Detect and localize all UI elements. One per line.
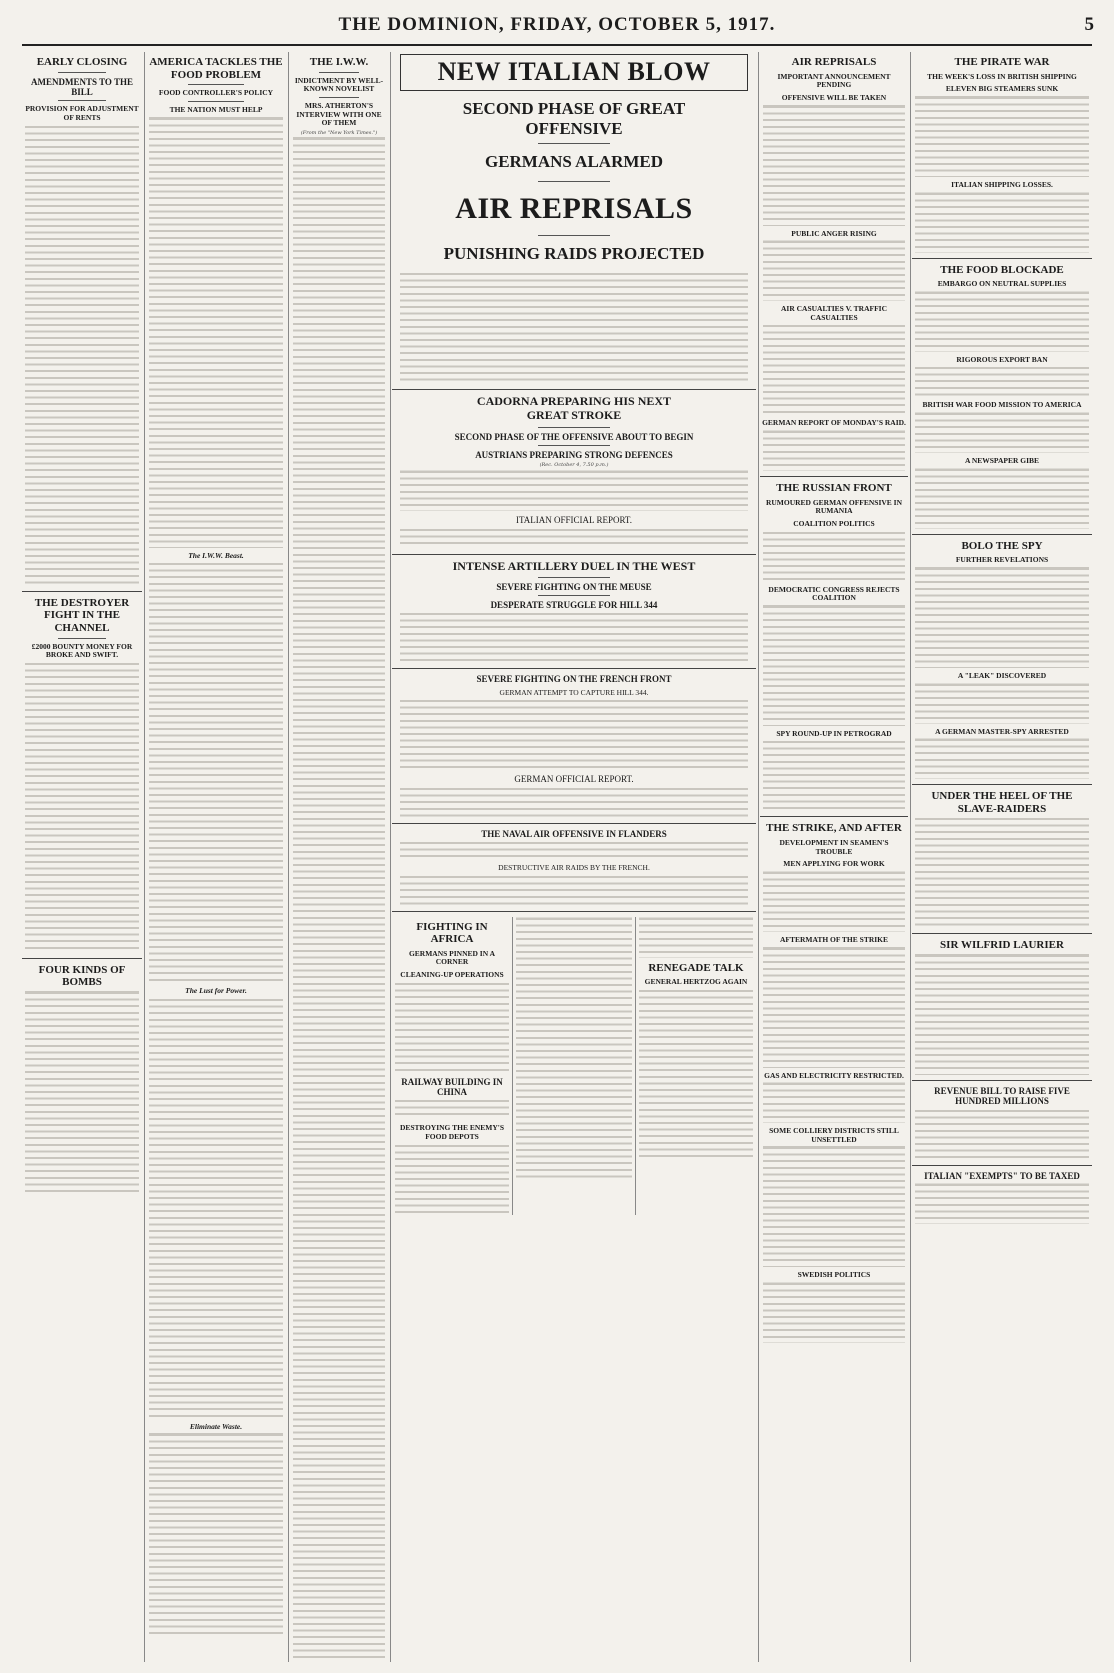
subhead-food-controller: FOOD CONTROLLER'S POLICY xyxy=(158,88,274,98)
column-5 xyxy=(760,52,908,1662)
headline-naval-air: THE NAVAL AIR OFFENSIVE IN FLANDERS xyxy=(481,828,667,839)
subhead-spy-roundup: SPY ROUND-UP IN PETROGRAD xyxy=(776,728,892,738)
subhead-austrians-preparing: AUSTRIANS PREPARING STRONG DEFENCES xyxy=(475,450,673,461)
headline-new-italian-blow: NEW ITALIAN BLOW xyxy=(400,54,748,91)
newspaper-title: THE DOMINION, FRIDAY, OCTOBER 5, 1917. xyxy=(338,14,776,35)
subhead-indictment: INDICTMENT BY WELL-KNOWN NOVELIST xyxy=(294,75,384,94)
page-number: 5 xyxy=(1084,14,1094,35)
subhead-gas-electricity: GAS AND ELECTRICITY RESTRICTED. xyxy=(764,1070,904,1080)
subhead-eleven-steamers: ELEVEN BIG STEAMERS SUNK xyxy=(945,84,1059,94)
headline-artillery-duel: INTENSE ARTILLERY DUEL IN THE WEST xyxy=(452,558,696,573)
subhead-iww-beast: The I.W.W. Beast. xyxy=(188,550,244,560)
headline-food-blockade: THE FOOD BLOCKADE xyxy=(940,263,1064,276)
column-divider xyxy=(390,52,391,1662)
headline-french-front: SEVERE FIGHTING ON THE FRENCH FRONT xyxy=(476,674,672,685)
subhead-offensive-taken: OFFENSIVE WILL BE TAKEN xyxy=(781,92,887,102)
subhead-monday-raid: GERMAN REPORT OF MONDAY'S RAID. xyxy=(762,418,906,428)
subhead-hill-344: DESPERATE STRUGGLE FOR HILL 344 xyxy=(490,599,658,610)
headline-iww: THE I.W.W. xyxy=(309,56,369,68)
column-divider xyxy=(758,52,759,1662)
subhead-food-mission: BRITISH WAR FOOD MISSION TO AMERICA xyxy=(922,400,1082,410)
subhead-punishing-raids: PUNISHING RAIDS PROJECTED xyxy=(443,243,705,263)
subhead-leak: A "LEAK" DISCOVERED xyxy=(957,670,1047,680)
subhead-atherton: MRS. ATHERTON'S INTERVIEW WITH ONE OF THEM xyxy=(296,100,382,128)
subhead-weeks-loss: THE WEEK'S LOSS IN BRITISH SHIPPING xyxy=(927,71,1077,81)
subhead-capture-hill: GERMAN ATTEMPT TO CAPTURE HILL 344. xyxy=(499,687,649,697)
subhead-swedish-politics: SWEDISH POLITICS xyxy=(797,1270,871,1280)
column-2 xyxy=(146,52,286,1662)
subhead-eliminate-waste: Eliminate Waste. xyxy=(189,1421,243,1431)
subhead-nation-must-help: THE NATION MUST HELP xyxy=(169,104,263,114)
headline-laurier: SIR WILFRID LAURIER xyxy=(940,939,1064,952)
headline-revenue-bill: REVENUE BILL TO RAISE FIVE HUNDRED MILLIONS xyxy=(934,1086,1070,1107)
headline-french-raids: DESTRUCTIVE AIR RAIDS BY THE FRENCH. xyxy=(498,862,650,872)
subhead-offensive-begin: SECOND PHASE OF THE OFFENSIVE ABOUT TO BEGIN xyxy=(454,431,694,442)
subhead-rents: PROVISION FOR ADJUSTMENT OF RENTS xyxy=(25,104,139,122)
subhead-pinned: GERMANS PINNED IN A CORNER xyxy=(408,948,496,967)
headline-strike: THE STRIKE, AND AFTER xyxy=(766,822,902,835)
column-3 xyxy=(290,52,388,1662)
headline-railway-china: RAILWAY BUILDING IN CHINA xyxy=(401,1076,503,1098)
subhead-germans-alarmed: GERMANS ALARMED xyxy=(484,152,664,172)
headline-renegade: RENEGADE TALK xyxy=(648,961,744,974)
subhead-hertzog: GENERAL HERTZOG AGAIN xyxy=(644,977,748,987)
subhead-aftermath: AFTERMATH OF THE STRIKE xyxy=(779,934,888,944)
headline-four-bombs: FOUR KINDS OF BOMBS xyxy=(38,963,126,989)
headline-bolo-spy: BOLO THE SPY xyxy=(961,539,1043,552)
headline-air-reprisals-col: AIR REPRISALS xyxy=(791,56,877,68)
subhead-cleaning-up: CLEANING-UP OPERATIONS xyxy=(400,970,504,980)
subhead-export-ban: RIGOROUS EXPORT BAN xyxy=(956,354,1048,364)
subhead-seamen: DEVELOPMENT IN SEAMEN'S TROUBLE xyxy=(779,838,889,856)
headline-cadorna: CADORNA PREPARING HIS NEXT GREAT STROKE xyxy=(476,394,672,422)
center-news xyxy=(392,52,756,1662)
headline-america-food: AMERICA TACKLES THE FOOD PROBLEM xyxy=(149,56,283,81)
headline-slave-raiders: UNDER THE HEEL OF THE SLAVE-RAIDERS xyxy=(931,790,1073,815)
dateline: (Rec. October 4, 7.50 p.m.) xyxy=(539,462,609,469)
subhead-master-spy: A GERMAN MASTER-SPY ARRESTED xyxy=(935,726,1069,736)
headline-africa: FIGHTING IN AFRICA xyxy=(416,920,488,946)
headline-pirate-war: THE PIRATE WAR xyxy=(954,56,1050,68)
column-divider xyxy=(910,52,911,1662)
africa-column xyxy=(392,917,513,1215)
subhead-bounty: £2000 BOUNTY MONEY FOR BROKE AND SWIFT. xyxy=(31,641,133,660)
lower-columns xyxy=(392,917,756,1215)
subhead-second-phase: SECOND PHASE OF GREAT OFFENSIVE xyxy=(462,98,686,138)
subhead-newspaper-gibe: A NEWSPAPER GIBE xyxy=(964,456,1040,466)
headline-destroyer-fight: THE DESTROYER FIGHT IN THE CHANNEL xyxy=(34,596,130,634)
subhead-colliery: SOME COLLIERY DISTRICTS STILL UNSETTLED xyxy=(769,1126,899,1144)
subhead-revelations: FURTHER REVELATIONS xyxy=(955,555,1049,565)
subhead-coalition: COALITION POLITICS xyxy=(793,518,875,528)
subhead-announcement: IMPORTANT ANNOUNCEMENT PENDING xyxy=(777,71,891,90)
subhead-italian-losses: ITALIAN SHIPPING LOSSES. xyxy=(951,179,1053,189)
subhead-embargo: EMBARGO ON NEUTRAL SUPPLIES xyxy=(937,279,1067,289)
dateline: (From the "New York Times.") xyxy=(300,129,378,136)
column-divider xyxy=(144,52,145,1662)
column-1 xyxy=(22,52,142,1662)
subhead-air-casualties: AIR CASUALTIES V. TRAFFIC CASUALTIES xyxy=(780,304,887,322)
masthead-rule xyxy=(22,44,1092,46)
subhead-lust-power: The Lust for Power. xyxy=(185,986,247,996)
headline-early-closing: EARLY CLOSING xyxy=(36,56,128,68)
masthead xyxy=(0,14,1114,44)
subhead-democratic-congress: DEMOCRATIC CONGRESS REJECTS COALITION xyxy=(768,584,900,603)
headline-russian-front: THE RUSSIAN FRONT xyxy=(776,482,892,495)
renegade-column xyxy=(636,917,756,1215)
headline-italian-exempts: ITALIAN "EXEMPTS" TO BE TAXED xyxy=(924,1170,1080,1181)
column-divider xyxy=(288,52,289,1662)
subhead-applying-work: MEN APPLYING FOR WORK xyxy=(783,859,885,869)
subhead-rumania: RUMOURED GERMAN OFFENSIVE IN RUMANIA xyxy=(765,497,903,516)
column-7 xyxy=(912,52,1092,1662)
headline-air-reprisals: AIR REPRISALS xyxy=(455,191,693,225)
subhead-amendments: AMENDMENTS TO THE BILL xyxy=(30,76,134,97)
headline-italian-report: ITALIAN OFFICIAL REPORT. xyxy=(516,515,632,526)
subhead-public-anger: PUBLIC ANGER RISING xyxy=(791,228,877,238)
middle-lower-column xyxy=(513,917,636,1215)
headline-food-depots: DESTROYING THE ENEMY'S FOOD DEPOTS xyxy=(399,1123,505,1142)
subhead-meuse: SEVERE FIGHTING ON THE MEUSE xyxy=(496,581,652,592)
headline-german-report: GERMAN OFFICIAL REPORT. xyxy=(514,774,634,785)
